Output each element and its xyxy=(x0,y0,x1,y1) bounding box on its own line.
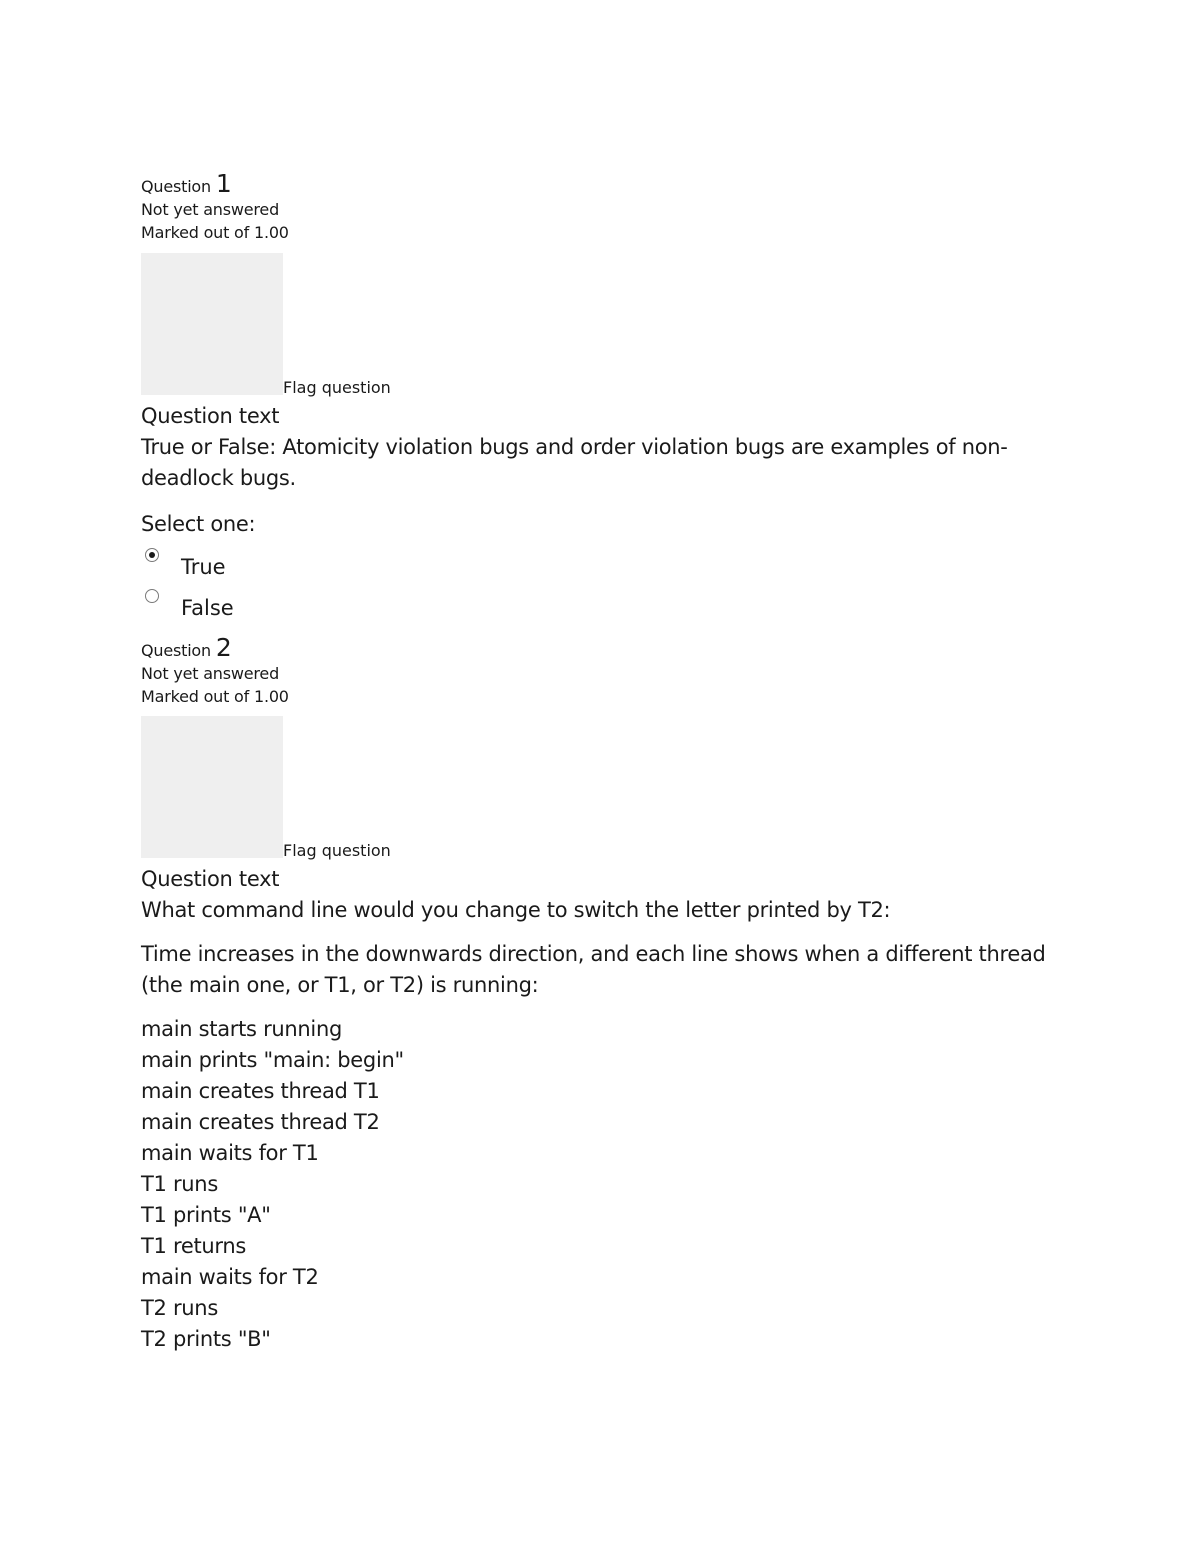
question-1-status: Not yet answered xyxy=(141,200,280,219)
question-1-number: 1 xyxy=(215,169,232,198)
timeline-line: main prints "main: begin" xyxy=(141,1048,404,1072)
question-2-header xyxy=(141,633,641,708)
timeline-line: main creates thread T2 xyxy=(141,1110,380,1134)
timeline-line: T2 prints "B" xyxy=(141,1327,271,1351)
question-2-flag-label[interactable]: Flag question xyxy=(283,841,391,860)
question-2-description: Time increases in the downwards direction, and each line shows when a different thread (the main one, or T1, or T2) is running: xyxy=(141,942,1046,997)
flag-icon[interactable] xyxy=(141,716,283,858)
timeline-line: main waits for T1 xyxy=(141,1141,319,1165)
question-2-title xyxy=(141,633,641,662)
question-1-title xyxy=(141,169,641,198)
question-2-text-heading: Question text xyxy=(141,867,280,891)
question-1-prompt: True or False: Atomicity violation bugs and order violation bugs are examples of non-deadlock bugs. xyxy=(141,435,1008,490)
option-false-label[interactable]: False xyxy=(181,596,234,620)
question-1-select-prompt: Select one: xyxy=(141,512,256,536)
question-2-label: Question xyxy=(141,641,211,660)
radio-selected-icon[interactable] xyxy=(145,548,159,562)
question-1-label: Question xyxy=(141,177,211,196)
question-2-prompt: What command line would you change to switch the letter printed by T2: xyxy=(141,898,891,922)
radio-unselected-icon[interactable] xyxy=(145,589,159,603)
timeline-line: main waits for T2 xyxy=(141,1265,319,1289)
timeline-line: T2 runs xyxy=(141,1296,218,1320)
question-1-text-heading: Question text xyxy=(141,404,280,428)
question-1-option-true[interactable] xyxy=(141,548,441,582)
question-2-status: Not yet answered xyxy=(141,664,280,683)
flag-icon[interactable] xyxy=(141,253,283,395)
question-2-timeline xyxy=(141,1014,1081,1355)
timeline-line: main starts running xyxy=(141,1017,343,1041)
question-1-flag-label[interactable]: Flag question xyxy=(283,378,391,397)
question-2-marks: Marked out of 1.00 xyxy=(141,687,289,706)
question-2-number: 2 xyxy=(215,633,232,662)
timeline-line: T1 prints "A" xyxy=(141,1203,271,1227)
question-1-header xyxy=(141,169,641,244)
timeline-line: main creates thread T1 xyxy=(141,1079,380,1103)
timeline-line: T1 returns xyxy=(141,1234,247,1258)
question-1-flag[interactable] xyxy=(141,253,541,398)
question-1-option-false[interactable] xyxy=(141,589,441,623)
question-2-flag[interactable] xyxy=(141,716,541,861)
option-true-label[interactable]: True xyxy=(181,555,226,579)
question-1-marks: Marked out of 1.00 xyxy=(141,223,289,242)
timeline-line: T1 runs xyxy=(141,1172,218,1196)
